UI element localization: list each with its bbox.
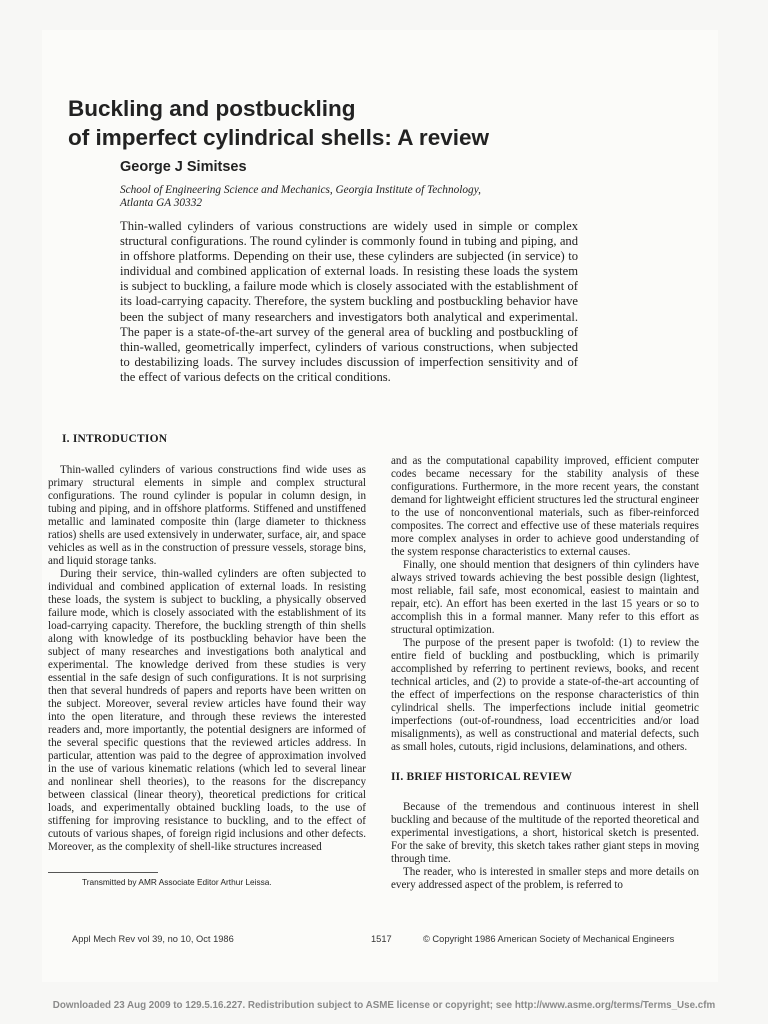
intro-paragraph-1: Thin-walled cylinders of various constructions find wide uses as primary structural elements in simple and complex structural configurations. The round cylinder is popular in column design, in tubing and piping, and in offshore platforms. Stiffened and unstiffened metallic and laminated composite thin (large diameter to thickness ratios) shells are used extensively in underwater, surface, air, and space vehicles as well as in the construction of pressure vessels, storage bins, and liquid storage tanks. [48,464,366,567]
right-paragraph-3: The purpose of the present paper is twofold: (1) to review the entire field of buckling and postbuckling, which is primarily accomplished by referring to pertinent reviews, books, and recent technical articles, and (2) to provide a state-of-the-art accounting of the effect of imperfections on the response characteristics of thin cylindrical shells. The imperfections include initial geometric imperfections (out-of-roundness, load eccentricities and/or load misalignments), as well as constructional and material defects, such as small holes, cutouts, rigid inclusions, delaminations, and others. [391,637,699,753]
copyright-notice: © Copyright 1986 American Society of Mechanical Engineers [423,934,675,944]
journal-citation: Appl Mech Rev vol 39, no 10, Oct 1986 [72,934,234,944]
page-number: 1517 [371,934,392,944]
title-line-2: of imperfect cylindrical shells: A review [68,125,489,150]
footnote-divider [48,872,158,873]
right-column [391,455,699,892]
author-name: George J Simitses [120,159,247,175]
history-paragraph-1: Because of the tremendous and continuous interest in shell buckling and because of the multitude of the reported theoretical and experimental investigations, a short, historical sketch is presented. For the sake of brevity, this sketch takes rather giant steps in moving through time. [391,801,699,865]
historical-review-heading: II. BRIEF HISTORICAL REVIEW [391,771,573,783]
transmittal-footnote: Transmitted by AMR Associate Editor Arthur Leissa. [82,877,272,887]
right-paragraph-2: Finally, one should mention that designers of thin cylinders have always strived towards achieving the best possible design (lightest, most reliable, fail safe, most economical, easiest to maintain and repair, etc). An effort has been exerted in the last 15 years or so to accomplish this in a formal manner. Many refer to this effort as structural optimization. [391,559,699,636]
intro-paragraph-2: During their service, thin-walled cylinders are often subjected to individual and combined application of external loads. In resisting these loads, the system is subject to buckling, a physically observed failure mode, which is closely associated with the establishment of its load-carrying capacity. Therefore, the buckling strength of thin shells along with knowledge of its postbuckling behavior have been the subject of many researches and investigations both analytical and experimental. The knowledge derived from these studies is very essential in the safe design of such configurations. It is not surprising then that several hundreds of papers and reports have been written on the subject. Moreover, several review articles have found their way into the open literature, and through these reviews the interested readers and, more importantly, the potential designers are informed of the several specific questions that the reviewed articles address. In particular, attention was paid to the degree of approximation involved in the use of various kinematic relations (which led to several linear and nonlinear shell theories), to the reasons for the discrepancy between classical (linear theory), theoretical predictions for critical loads, and experimentally obtained buckling loads, to the use of stiffening for improving resistance to buckling, and to the effect of cutouts of various shapes, of foreign rigid inclusions and other defects. Moreover, as the complexity of shell-like structures increased [48,568,366,853]
abstract: Thin-walled cylinders of various constructions are widely used in simple or complex structural configurations. The round cylinder is commonly found in tubing and piping, and in offshore platforms. Depending on their use, these cylinders are subjected (in service) to individual and combined application of external loads. In resisting these loads the system is subject to buckling, a failure mode which is closely associated with the establishment of its load-carrying capacity. Therefore, the system buckling and postbuckling behavior have been the subject of many researchers and investigators both analytical and experimental. The paper is a state-of-the-art survey of the general area of buckling and postbuckling of thin-walled, geometrically imperfect, cylinders of various constructions, when subjected to destabilizing loads. The survey includes discussion of imperfection sensitivity and of the effect of various defects on the critical conditions. [120,219,578,384]
article-title [68,94,668,152]
affiliation-line-1: School of Engineering Science and Mechanics, Georgia Institute of Technology, [120,184,481,196]
author-affiliation [120,184,580,211]
right-paragraph-1: and as the computational capability improved, efficient computer codes became necessary for the stability analysis of these configurations. Furthermore, in the more recent years, the constant demand for lightweight efficient structures led the structural engineer to the use of nonconventional materials, such as fiber-reinforced composites. The correct and effective use of these materials requires more complex analyses in order to achieve good understanding of the system response characteristics to external causes. [391,455,699,558]
introduction-heading: I. INTRODUCTION [62,433,168,445]
download-notice: Downloaded 23 Aug 2009 to 129.5.16.227. Redistribution subject to ASME license or copyright; see http://www.asme.org/terms/Terms_Use.cfm [52,1000,716,1011]
history-paragraph-2: The reader, who is interested in smaller steps and more details on every addressed aspect of the problem, is referred to [391,866,699,891]
left-column [48,433,366,854]
affiliation-line-2: Atlanta GA 30332 [120,197,203,210]
title-line-1: Buckling and postbuckling [68,96,356,121]
